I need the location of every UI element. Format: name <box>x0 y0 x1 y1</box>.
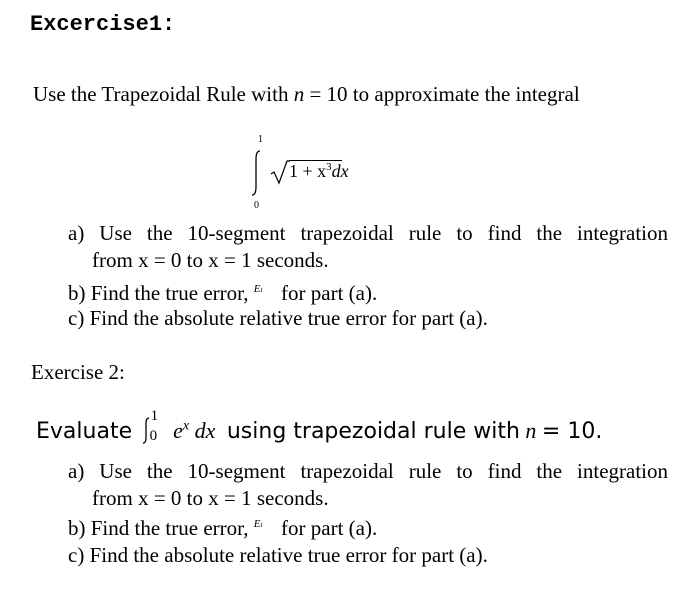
integrand-power: 3 <box>326 161 332 173</box>
ex2-part-b-text: Find the true error, <box>90 516 249 540</box>
ex1-part-a <box>68 221 668 246</box>
square-root-icon <box>270 158 290 186</box>
exercise2-mid-text: using trapezoidal rule with <box>226 419 520 444</box>
ex1-part-c-text: Find the absolute relative true error for part (a). <box>89 306 488 330</box>
ex1-part-b-text: Find the true error, <box>90 281 249 305</box>
ex1-part-b-tail: for part (a). <box>281 281 378 305</box>
ex2-lower-limit: 0 <box>149 428 158 444</box>
exercise1-intro-tail: to approximate the integral <box>352 82 580 106</box>
exercise2-title: Exercise 2: <box>31 360 125 384</box>
ex2-power: x <box>182 418 190 434</box>
ex1-part-b-label: b) <box>68 281 86 305</box>
ex2-part-c <box>68 543 488 568</box>
ex1-part-a-line2: from x = 0 to x = 1 seconds. <box>92 248 329 272</box>
exercise2-n-eq: = 10. <box>541 419 603 444</box>
ex2-part-b <box>68 516 377 541</box>
exercise1-n-eq: = 10 <box>309 82 348 106</box>
ex1-part-c-label: c) <box>68 306 85 330</box>
exercise1-intro <box>33 82 580 107</box>
exercise2-intro-text: Evaluate <box>36 419 133 444</box>
exercise1-title: Excercise1: <box>30 12 176 37</box>
ex2-upper-limit: 1 <box>150 408 159 424</box>
ex1-part-b <box>68 281 377 306</box>
ex2-true-error-symbol: Et <box>253 518 263 530</box>
exercise1-n-var: n <box>293 82 305 106</box>
exercise2-n-var: n <box>525 418 537 443</box>
ex2-part-a-line1: Use the 10-segment trapezoidal rule to find the integration <box>99 459 668 483</box>
ex2-part-c-text: Find the absolute relative true error for part (a). <box>89 543 488 567</box>
exercise2-intro <box>36 408 603 444</box>
ex2-part-b-label: b) <box>68 516 86 540</box>
integrand-radicand: 1 + x <box>289 161 327 181</box>
integrand <box>289 161 349 182</box>
ex2-dx: dx <box>194 418 216 443</box>
ex1-part-c <box>68 306 488 331</box>
ex1-part-a-line1: Use the 10-segment trapezoidal rule to find the integration <box>99 221 668 245</box>
exercise1-intro-text: Use the Trapezoidal Rule with <box>33 82 289 106</box>
integral-sign-icon <box>246 148 266 198</box>
ex1-part-a-label: a) <box>68 221 85 245</box>
ex2-integrand: e <box>173 418 183 443</box>
exercise2-integral <box>138 408 168 444</box>
ex1-true-error-symbol: Et <box>253 283 263 295</box>
ex2-part-a <box>68 459 668 484</box>
ex2-part-a-line2: from x = 0 to x = 1 seconds. <box>92 486 329 510</box>
integral-lower-limit: 0 <box>254 200 259 211</box>
ex2-part-a-label: a) <box>68 459 85 483</box>
integrand-dx: dx <box>331 161 349 181</box>
ex2-part-c-label: c) <box>68 543 85 567</box>
ex2-part-b-tail: for part (a). <box>281 516 378 540</box>
integral-upper-limit: 1 <box>258 134 263 145</box>
